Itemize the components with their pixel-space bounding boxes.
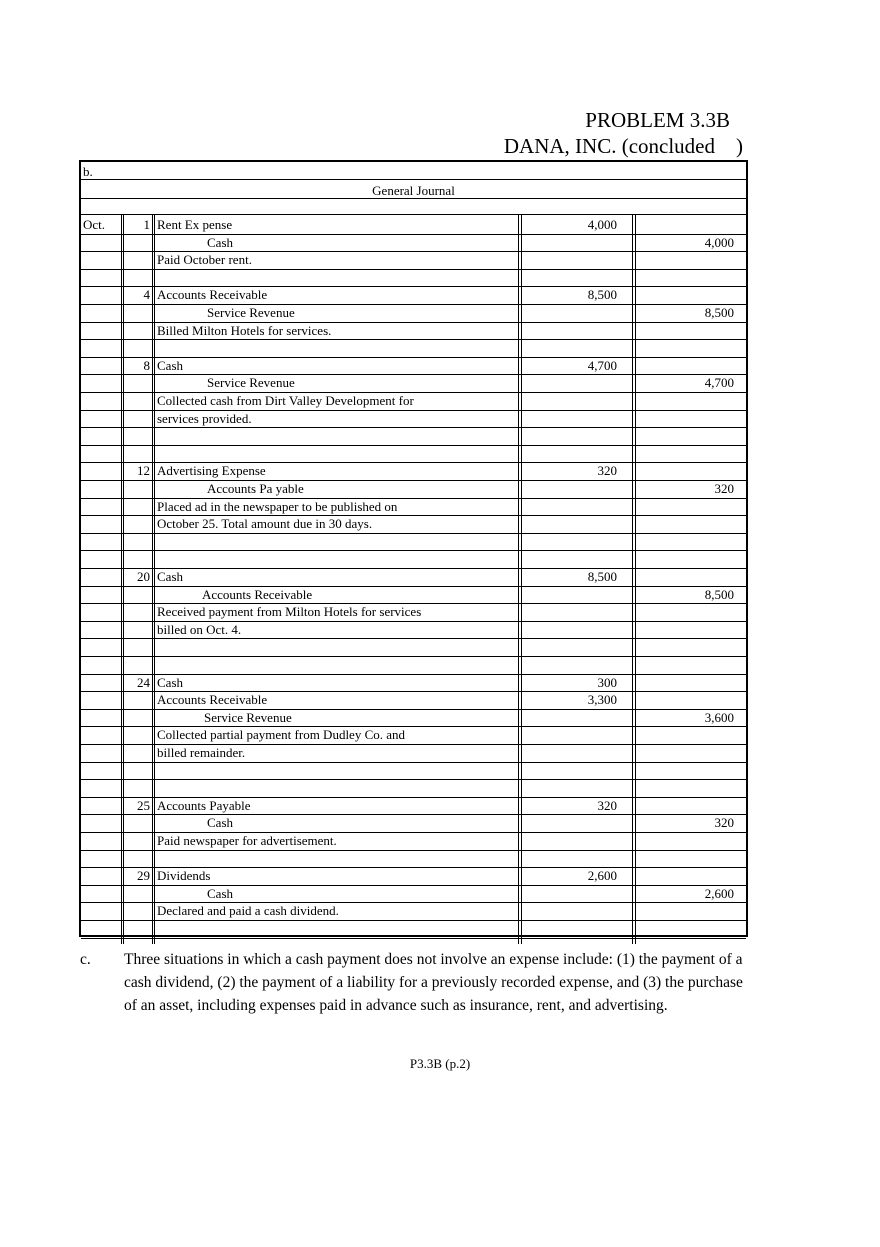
journal-row bbox=[81, 744, 746, 762]
description-cell: billed remainder. bbox=[157, 745, 246, 760]
journal-row bbox=[81, 885, 746, 903]
day-cell: 12 bbox=[137, 463, 150, 479]
description-cell: Cash bbox=[157, 357, 183, 373]
journal-row bbox=[81, 533, 746, 551]
description-cell: billed on Oct. 4. bbox=[157, 621, 242, 637]
row-divider bbox=[81, 498, 746, 499]
journal-row bbox=[81, 427, 746, 445]
credit-cell: 3,600 bbox=[704, 709, 734, 725]
journal-row bbox=[81, 726, 746, 744]
journal-row bbox=[81, 392, 746, 410]
description-cell: Accounts Receivable bbox=[157, 287, 268, 303]
debit-cell: 2,600 bbox=[587, 868, 617, 884]
row-divider bbox=[81, 568, 746, 569]
journal-row bbox=[81, 216, 746, 234]
journal-heading: General Journal bbox=[372, 183, 455, 198]
row-divider bbox=[81, 234, 746, 235]
row-divider bbox=[81, 850, 746, 851]
row-divider bbox=[81, 797, 746, 798]
row-divider bbox=[81, 814, 746, 815]
credit-cell: 4,700 bbox=[704, 375, 734, 391]
description-cell: Cash bbox=[157, 569, 183, 584]
journal-row bbox=[81, 691, 746, 709]
journal-row bbox=[81, 603, 746, 621]
description-cell: Received payment from Milton Hotels for services bbox=[157, 604, 422, 620]
description-cell: Declared and paid a cash dividend. bbox=[157, 903, 339, 919]
description-cell: October 25. Total amount due in 30 days. bbox=[157, 516, 373, 532]
day-cell: 29 bbox=[137, 868, 150, 884]
day-cell: 8 bbox=[143, 357, 150, 373]
row-divider bbox=[81, 427, 746, 428]
description-cell: Accounts Payable bbox=[157, 797, 251, 813]
journal-row bbox=[81, 850, 746, 868]
description-cell: Paid newspaper for advertisement. bbox=[157, 833, 337, 848]
journal-row bbox=[81, 920, 746, 938]
row-divider bbox=[81, 709, 746, 710]
journal-row bbox=[81, 234, 746, 252]
journal-row bbox=[81, 445, 746, 463]
row-divider bbox=[81, 269, 746, 270]
row-divider bbox=[81, 726, 746, 727]
day-cell: 4 bbox=[143, 287, 150, 303]
journal-row bbox=[81, 498, 746, 516]
credit-cell: 2,600 bbox=[704, 885, 734, 901]
description-cell: Cash bbox=[157, 674, 183, 690]
credit-cell: 320 bbox=[714, 815, 734, 831]
row-divider bbox=[81, 251, 746, 252]
debit-cell: 8,500 bbox=[587, 287, 617, 303]
description-cell: Rent Ex pense bbox=[157, 217, 233, 232]
section-c-text: Three situations in which a cash payment does not involve an expense include: (1) the payment of a cash dividend, (2) the payment of a liability for a previously recorded expense, and (3) the purchase of an asset, including expenses paid in advance such as insurance, rent, and advertising. bbox=[124, 951, 743, 1014]
journal-row bbox=[81, 515, 746, 533]
day-cell: 20 bbox=[137, 569, 150, 584]
journal-row bbox=[81, 357, 746, 375]
grid-line bbox=[81, 179, 746, 180]
description-cell: Placed ad in the newspaper to be published on bbox=[157, 498, 398, 514]
journal-row bbox=[81, 779, 746, 797]
row-divider bbox=[81, 832, 746, 833]
month-cell: Oct. bbox=[83, 217, 106, 232]
credit-cell: 4,000 bbox=[704, 234, 734, 250]
row-divider bbox=[81, 374, 746, 375]
description-cell: services provided. bbox=[157, 410, 252, 426]
journal-row bbox=[81, 709, 746, 727]
row-divider bbox=[81, 286, 746, 287]
description-cell: Accounts Receivable bbox=[202, 586, 313, 602]
row-divider bbox=[81, 691, 746, 692]
row-divider bbox=[81, 902, 746, 903]
row-divider bbox=[81, 674, 746, 675]
debit-cell: 8,500 bbox=[587, 569, 617, 584]
row-divider bbox=[81, 480, 746, 481]
row-divider bbox=[81, 621, 746, 622]
row-divider bbox=[81, 885, 746, 886]
description-cell: Collected cash from Dirt Valley Development for bbox=[157, 393, 414, 408]
journal-row bbox=[81, 638, 746, 656]
day-cell: 24 bbox=[137, 674, 150, 690]
description-cell: Billed Milton Hotels for services. bbox=[157, 322, 332, 338]
description-cell: Advertising Expense bbox=[157, 463, 266, 479]
debit-cell: 3,300 bbox=[587, 692, 617, 708]
journal-row bbox=[81, 814, 746, 832]
column-line bbox=[635, 214, 636, 944]
journal-row bbox=[81, 374, 746, 392]
journal-row bbox=[81, 304, 746, 322]
debit-cell: 300 bbox=[597, 674, 617, 690]
debit-cell: 4,000 bbox=[587, 217, 617, 232]
page-footer: P3.3B (p.2) bbox=[409, 1056, 471, 1071]
column-line bbox=[152, 214, 153, 944]
description-cell: Cash bbox=[207, 885, 233, 901]
description-cell: Accounts Pa yable bbox=[207, 481, 304, 496]
credit-cell: 8,500 bbox=[704, 305, 734, 320]
journal-row bbox=[81, 621, 746, 639]
row-divider bbox=[81, 603, 746, 604]
company-title: DANA, INC. (concluded ) bbox=[503, 134, 743, 158]
row-divider bbox=[81, 515, 746, 516]
journal-row bbox=[81, 410, 746, 428]
journal-row bbox=[81, 586, 746, 604]
day-cell: 1 bbox=[143, 217, 150, 232]
debit-cell: 4,700 bbox=[587, 357, 617, 373]
day-cell: 25 bbox=[137, 797, 150, 813]
description-cell: Dividends bbox=[157, 868, 211, 884]
row-divider bbox=[81, 339, 746, 340]
column-line bbox=[121, 214, 122, 944]
row-divider bbox=[81, 779, 746, 780]
grid-line bbox=[81, 198, 746, 199]
description-cell: Service Revenue bbox=[207, 305, 295, 320]
general-journal bbox=[79, 160, 748, 937]
column-line bbox=[521, 214, 522, 944]
journal-row bbox=[81, 674, 746, 692]
column-line bbox=[632, 214, 633, 944]
credit-cell: 8,500 bbox=[704, 586, 734, 602]
journal-row bbox=[81, 797, 746, 815]
row-divider bbox=[81, 322, 746, 323]
row-divider bbox=[81, 656, 746, 657]
row-divider bbox=[81, 410, 746, 411]
journal-row bbox=[81, 902, 746, 920]
journal-row bbox=[81, 550, 746, 568]
row-divider bbox=[81, 357, 746, 358]
row-divider bbox=[81, 638, 746, 639]
row-divider bbox=[81, 533, 746, 534]
row-divider bbox=[81, 744, 746, 745]
row-divider bbox=[81, 762, 746, 763]
description-cell: Cash bbox=[207, 234, 233, 250]
row-divider bbox=[81, 304, 746, 305]
section-c-label: c. bbox=[80, 951, 91, 968]
row-divider bbox=[81, 550, 746, 551]
row-divider bbox=[81, 445, 746, 446]
row-divider bbox=[81, 586, 746, 587]
description-cell: Cash bbox=[207, 815, 233, 831]
journal-row bbox=[81, 269, 746, 287]
row-divider bbox=[81, 462, 746, 463]
column-line bbox=[518, 214, 519, 944]
part-label: b. bbox=[83, 164, 93, 179]
debit-cell: 320 bbox=[597, 797, 617, 813]
row-divider bbox=[81, 920, 746, 921]
row-divider bbox=[81, 392, 746, 393]
journal-row bbox=[81, 322, 746, 340]
description-cell: Service Revenue bbox=[204, 709, 292, 725]
journal-row bbox=[81, 251, 746, 269]
description-cell: Collected partial payment from Dudley Co. and bbox=[157, 727, 406, 743]
journal-row bbox=[81, 867, 746, 885]
journal-row bbox=[81, 339, 746, 357]
credit-cell: 320 bbox=[714, 481, 734, 496]
column-line bbox=[123, 214, 124, 944]
journal-row bbox=[81, 462, 746, 480]
description-cell: Paid October rent. bbox=[157, 252, 252, 268]
journal-row bbox=[81, 568, 746, 586]
description-cell: Service Revenue bbox=[207, 375, 295, 391]
column-line bbox=[154, 214, 155, 944]
problem-title: PROBLEM 3.3B bbox=[585, 108, 730, 132]
journal-row bbox=[81, 832, 746, 850]
row-divider bbox=[81, 938, 746, 939]
debit-cell: 320 bbox=[597, 463, 617, 479]
journal-row bbox=[81, 286, 746, 304]
row-divider bbox=[81, 867, 746, 868]
grid-line bbox=[81, 214, 746, 215]
journal-row bbox=[81, 762, 746, 780]
journal-row bbox=[81, 656, 746, 674]
description-cell: Accounts Receivable bbox=[157, 692, 268, 708]
journal-row bbox=[81, 480, 746, 498]
